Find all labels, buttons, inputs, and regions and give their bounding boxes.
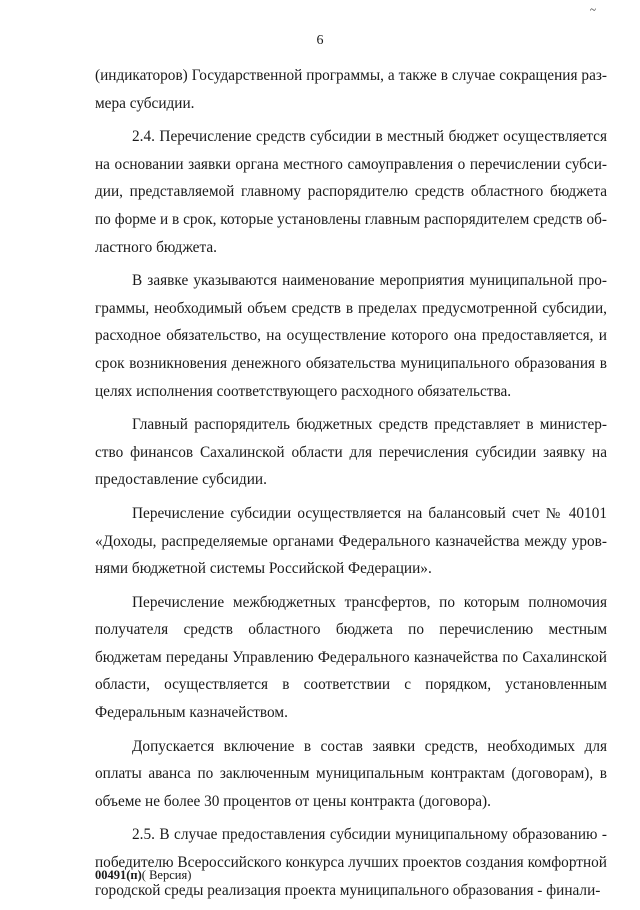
paragraph-application-content: В заявке указываются наименование мероприятия муниципальной про-граммы, необходимый объем средств в пределах предусмотренной субсидии, расходное обязательство, на осуществление которого она предоставляется, и срок возникновения денежного обязательства муниципального образования в целях исполнения соответствующего расходного обязательства.	[95, 272, 607, 400]
corner-mark: ~	[590, 4, 596, 16]
paragraph-interbudget-transfers: Перечисление межбюджетных трансфертов, по которым полномочия получателя средств областного бюджета по перечислению местным бюджетам переданы Управлению Федерального казначейства по Сахалинской области, осуществляется в соответствии с порядком, установленным Федеральным казначейством.	[95, 593, 607, 722]
footer-code	[95, 868, 191, 883]
footer-code-number: 00491(п)	[95, 868, 142, 882]
paragraph-continuation: (индикаторов) Государственной программы, а также в случае сокращения раз-мера субсидии.	[95, 67, 607, 112]
paragraph-main-administrator: Главный распорядитель бюджетных средств представляет в министер-ство финансов Сахалинской области для перечисления субсидии заявку на предоставление субсидии.	[95, 416, 607, 489]
page-number: 6	[316, 33, 324, 48]
paragraph-balance-account: Перечисление субсидии осуществляется на балансовый счет № 40101 «Доходы, распределяемые органами Федерального казначейства между уров-нями бюджетной системы Российской Федерации».	[95, 504, 607, 578]
footer-version: ( Версия)	[141, 868, 192, 882]
document-body	[95, 62, 607, 910]
paragraph-advance-payment: Допускается включение в состав заявки средств, необходимых для оплаты аванса по заключенным муниципальным контрактам (договорам), в объеме не более 30 процентов от цены контракта (договора).	[95, 737, 607, 810]
paragraph-2-5: 2.5. В случае предоставления субсидии муниципальному образованию - победителю Всероссийского конкурса лучших проектов создания комфортной городской среды реализация проекта муниципального образования - финали-	[95, 826, 607, 899]
paragraph-2-4: 2.4. Перечисление средств субсидии в местный бюджет осуществляется на основании заявки органа местного самоуправления о перечислении субси-дии, представляемой главному распорядителю средств областного бюджета по форме и в срок, которые установлены главным распорядителем средств об-ластного бюджета.	[95, 128, 607, 256]
